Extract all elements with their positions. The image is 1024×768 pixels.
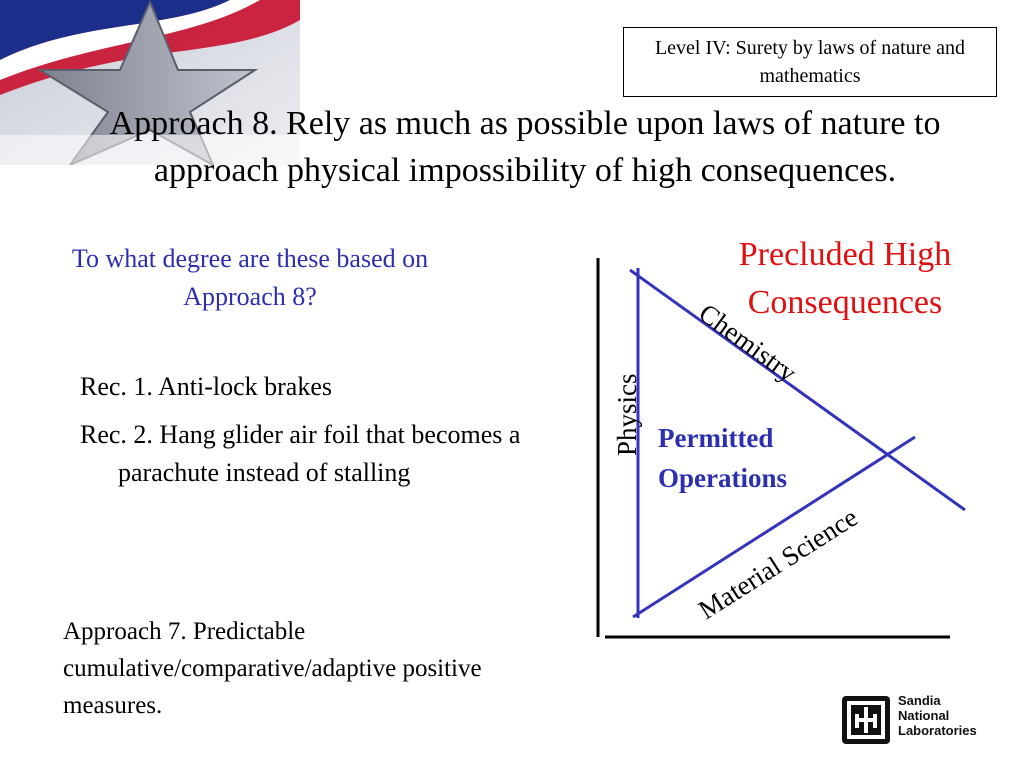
precluded-label: Precluded High Consequences (738, 236, 952, 321)
slide-title: Approach 8. Rely as much as possible upon laws of nature to approach physical impossibility of high consequences. (109, 105, 941, 189)
approach-7-text: Approach 7. Predictable cumulative/comparative/adaptive positive measures. (63, 618, 482, 719)
sandia-logo (842, 693, 977, 747)
chemistry-label: Chemistry (693, 297, 803, 388)
sandia-text (898, 693, 977, 738)
question-text: To what degree are these based on Approach 8? (71, 244, 429, 311)
sandia-thunderbird-icon (842, 696, 890, 744)
rec-1: Rec. 1. Anti-lock brakes (80, 372, 332, 401)
sandia-line-1: Sandia (898, 693, 941, 708)
permitted-operations-text: Permitted Operations (658, 423, 788, 493)
sandia-line-2: National (898, 708, 950, 723)
permitted-operations-label (658, 418, 833, 498)
rec-2: Rec. 2. Hang glider air foil that becomes a parachute instead of stalling (80, 420, 521, 487)
physics-label: Physics (612, 373, 642, 456)
sandia-line-3: Laboratories (898, 723, 977, 738)
material-science-label: Material Science (693, 501, 863, 626)
level-box-text: Level IV: Surety by laws of nature and mathematics (654, 37, 966, 87)
